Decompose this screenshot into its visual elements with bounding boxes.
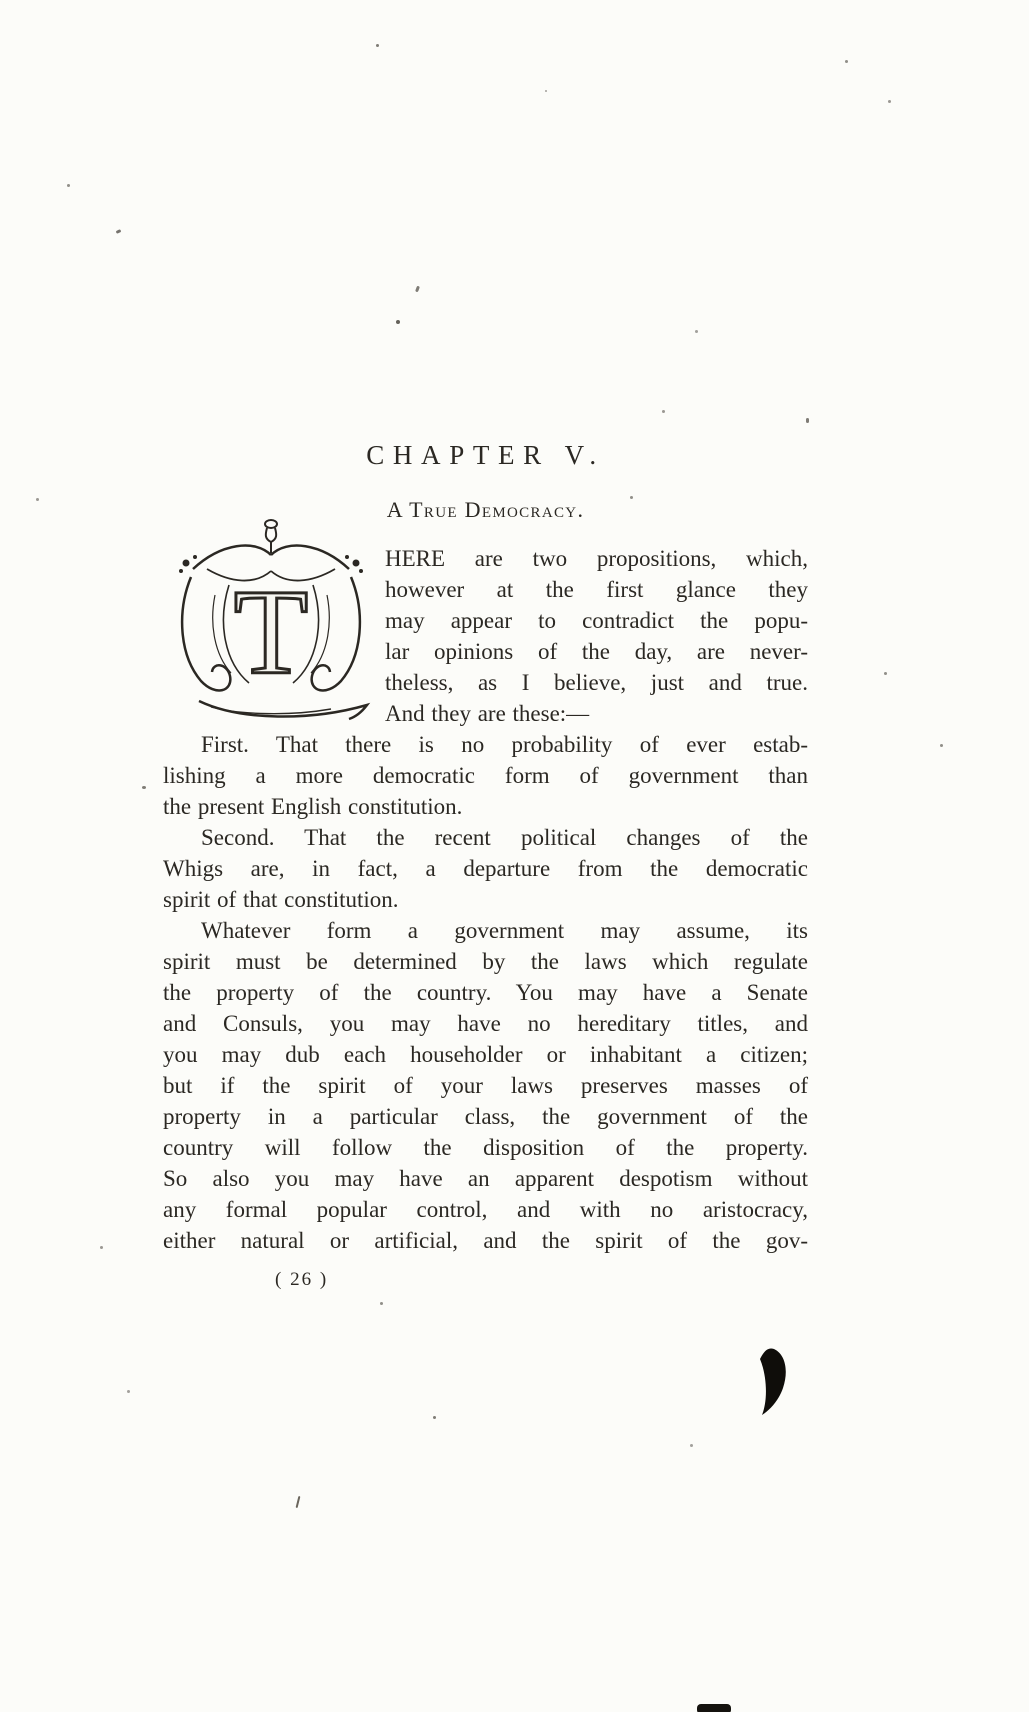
text-line: and Consuls, you may have no hereditary titles, and bbox=[163, 1011, 808, 1036]
scan-speck bbox=[116, 229, 122, 234]
scan-speck bbox=[806, 418, 809, 423]
scan-speck bbox=[36, 498, 39, 501]
text-line: spirit of that constitution. bbox=[163, 887, 399, 912]
page-number: ( 26 ) bbox=[275, 1269, 329, 1290]
paragraph-whatever bbox=[163, 915, 808, 1256]
opening-paragraph bbox=[163, 543, 808, 729]
text-line: Whatever form a government may assume, its bbox=[201, 918, 808, 943]
scan-speck bbox=[415, 286, 420, 293]
scan-speck bbox=[396, 320, 400, 324]
text-line: Second. That the recent political changes of the bbox=[201, 825, 808, 850]
scan-speck bbox=[690, 1444, 693, 1447]
text-line: you may dub each householder or inhabitant a citizen; bbox=[163, 1042, 808, 1067]
text-block bbox=[163, 440, 808, 1295]
scan-speck bbox=[662, 410, 665, 413]
scan-speck bbox=[433, 1416, 436, 1419]
paragraph-first bbox=[163, 729, 808, 822]
scan-speck bbox=[630, 496, 633, 499]
chapter-heading: CHAPTER V. bbox=[366, 440, 605, 470]
scan-speck bbox=[845, 60, 848, 63]
text-line: any formal popular control, and with no aristocracy, bbox=[163, 1197, 808, 1222]
scan-speck bbox=[380, 1302, 383, 1305]
scan-speck bbox=[695, 330, 698, 333]
scan-speck bbox=[127, 1390, 130, 1393]
scan-speck bbox=[940, 744, 943, 747]
body-paragraphs bbox=[163, 729, 808, 1295]
text-line: Whigs are, in fact, a departure from the democratic bbox=[163, 856, 808, 881]
scan-speck bbox=[376, 44, 379, 47]
opening-line: lar opinions of the day, are never- bbox=[385, 639, 808, 664]
opening-line: however at the first glance they bbox=[385, 577, 808, 602]
text-line: lishing a more democratic form of government than bbox=[163, 763, 808, 788]
scan-mark bbox=[296, 1496, 301, 1508]
scan-speck bbox=[100, 1246, 103, 1249]
opening-line: HERE are two propositions, which, bbox=[385, 546, 808, 571]
text-line: the present English constitution. bbox=[163, 794, 463, 819]
opening-line: And they are these:— bbox=[385, 701, 590, 726]
scan-speck bbox=[884, 672, 887, 675]
scan-mark bbox=[697, 1704, 731, 1712]
ornate-initial-icon bbox=[171, 515, 371, 725]
paragraph-second bbox=[163, 822, 808, 915]
opening-line: may appear to contradict the popu- bbox=[385, 608, 808, 633]
text-line: First. That there is no probability of ever estab- bbox=[201, 732, 808, 757]
text-line: property in a particular class, the government of the bbox=[163, 1104, 808, 1129]
section-title: A True Democracy. bbox=[386, 497, 585, 522]
ink-blot bbox=[752, 1346, 796, 1418]
opening-line: theless, as I believe, just and true. bbox=[385, 670, 808, 695]
scan-speck bbox=[142, 786, 146, 789]
scan-speck bbox=[888, 100, 891, 103]
text-line: So also you may have an apparent despotism without bbox=[163, 1166, 808, 1191]
text-line: spirit must be determined by the laws which regulate bbox=[163, 949, 808, 974]
text-line: the property of the country. You may have a Senate bbox=[163, 980, 808, 1005]
drop-cap-letter: T bbox=[233, 565, 309, 700]
text-line: but if the spirit of your laws preserves masses of bbox=[163, 1073, 808, 1098]
scan-speck bbox=[67, 184, 70, 187]
text-line: either natural or artificial, and the spirit of the gov- bbox=[163, 1228, 808, 1253]
scan-speck bbox=[545, 90, 547, 92]
text-line: country will follow the disposition of the property. bbox=[163, 1135, 808, 1160]
